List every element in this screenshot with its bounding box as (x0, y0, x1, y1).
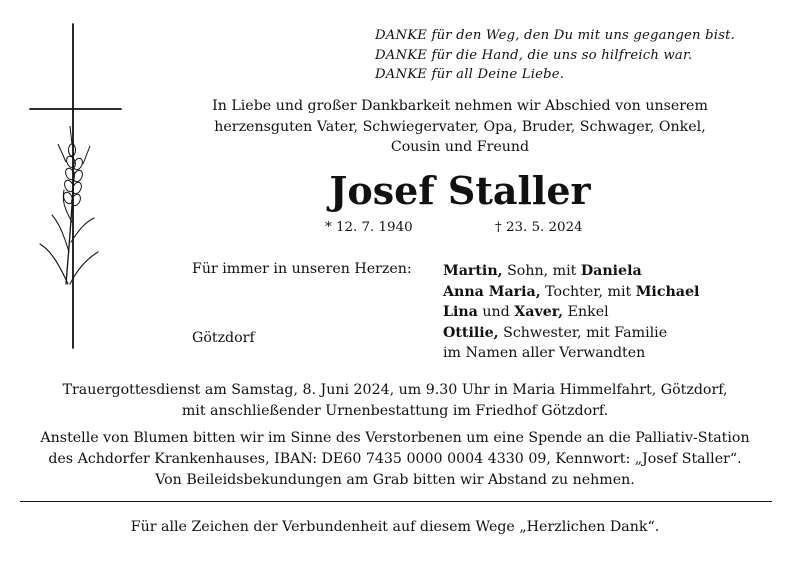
cross-with-wheat-icon (28, 22, 123, 352)
death-date: † 23. 5. 2024 (495, 220, 583, 235)
intro-line: herzensguten Vater, Schwiegervater, Opa, Bruder, Schwager, Onkel, (214, 118, 706, 135)
thanks-note: Für alle Zeichen der Verbundenheit auf diesem Wege „Herzlichen Dank“. (130, 519, 660, 535)
service-line: mit anschließender Urnenbestattung im Friedhof Götzdorf. (181, 402, 609, 419)
poem-line: DANKE für die Hand, die uns so hilfreich war. (375, 47, 693, 63)
poem-line: DANKE für den Weg, den Du mit uns gegangen bist. (375, 28, 736, 43)
deceased-name: Josef Staller (329, 168, 591, 213)
family-list (443, 261, 699, 364)
forever-label: Für immer in unseren Herzen: (192, 261, 412, 277)
family-line: Martin, Sohn, mit Daniela (443, 263, 642, 279)
donation-line: des Achdorfer Krankenhauses, IBAN: DE60 7435 0000 0004 4330 09, Kennwort: „Josef Staller“. (48, 450, 742, 467)
birth-date: * 12. 7. 1940 (325, 220, 413, 235)
intro-text (170, 96, 750, 158)
divider (20, 501, 772, 502)
poem (375, 26, 785, 85)
intro-line: In Liebe und großer Dankbarkeit nehmen wir Abschied von unserem (212, 98, 708, 114)
poem-line: DANKE für all Deine Liebe. (375, 67, 565, 82)
family-line: im Namen aller Verwandten (443, 345, 646, 361)
service-info (20, 380, 770, 421)
place-name: Götzdorf (192, 330, 255, 346)
intro-line: Cousin und Freund (390, 139, 530, 155)
condolence-note: Von Beileidsbekundungen am Grab bitten wir Abstand zu nehmen. (155, 472, 635, 488)
donation-info (20, 428, 770, 469)
service-line: Trauergottesdienst am Samstag, 8. Juni 2024, um 9.30 Uhr in Maria Himmelfahrt, Götzdorf, (62, 382, 728, 398)
donation-line: Anstelle von Blumen bitten wir im Sinne des Verstorbenen um eine Spende an die Palliativ-Station (40, 430, 750, 446)
family-line: Ottilie, Schwester, mit Familie (443, 324, 668, 341)
family-line: Anna Maria, Tochter, mit Michael (443, 283, 700, 300)
family-line: Lina und Xaver, Enkel (443, 304, 609, 320)
